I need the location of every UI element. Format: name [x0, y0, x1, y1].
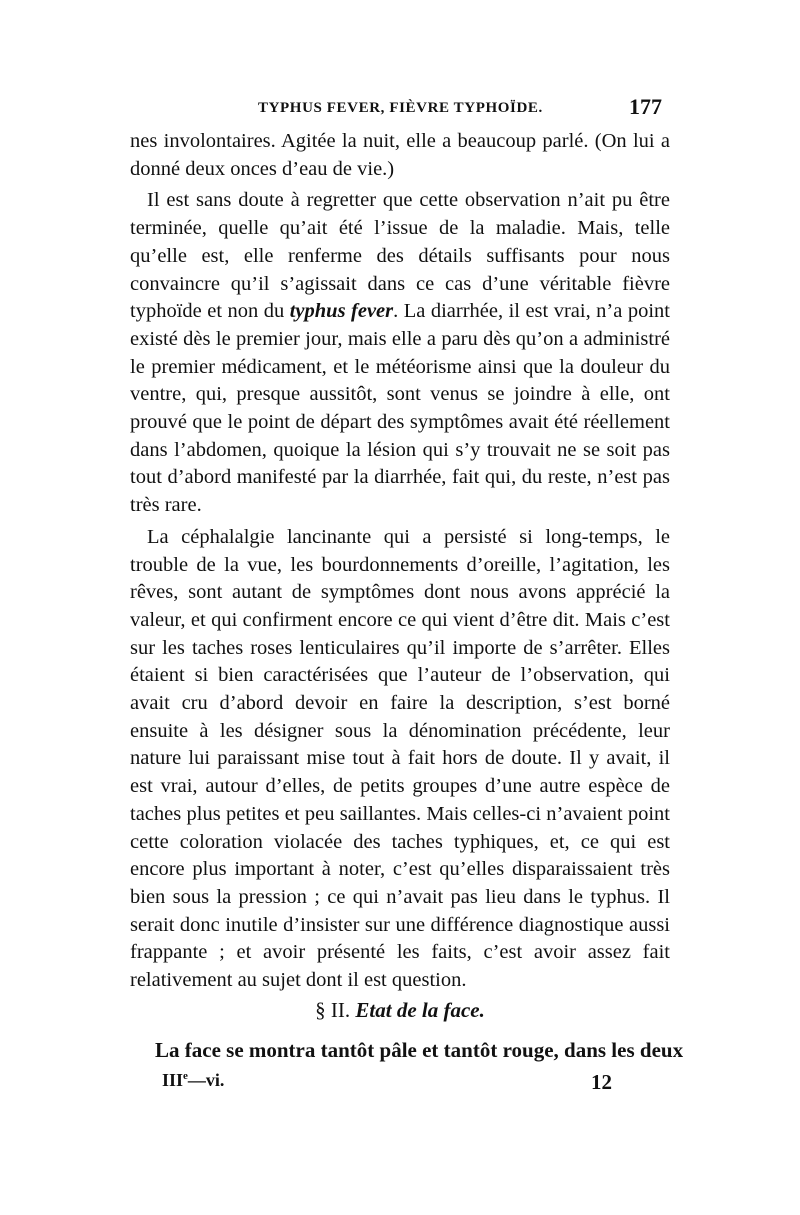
sheet-number: 12	[591, 1070, 612, 1094]
section-title: Etat de la face.	[355, 998, 485, 1022]
paragraph-1: nes involontaires. Agitée la nuit, elle a beaucoup parlé. (On lui a donné deux onces d’eau de vie.)	[130, 130, 670, 180]
running-title: TYPHUS FEVER, FIÈVRE TYPHOÏDE.	[258, 100, 543, 116]
page-number: 177	[629, 94, 662, 119]
page-footer	[162, 1070, 612, 1096]
italic-term: typhus fever	[289, 300, 394, 323]
running-header	[258, 94, 662, 124]
paragraph-3: La céphalalgie lancinante qui a persisté si long-temps, le trouble de la vue, les bourdonnements d’oreille, l’agitation, les rêves, sont autant de symptômes dont nous avons apprécié la valeur, et qui confirment encore ce qui vient d’être dit. Mais c’est sur les taches roses lenticulaires qu’il importe de s’arrêter. Elles étaient si bien caractérisées que l’auteur de l’observation, qui avait cru d’abord devoir en faire la description, s’est borné ensuite à les désigner sous la dénomination précédente, leur nature lui paraissant mise tout à fait hors de doute. Il y avait, il est vrai, autour d’elles, de petits groupes d’une autre espèce de taches plus petites et peu saillantes. Mais celles-ci n’avaient point cette coloration violacée des taches typhiques, et, ce qui est encore plus important à noter, c’est qu’elles disparaissaient très bien sous la pression ; ce qui n’avait pas lieu dans le typhus. Il serait donc inutile d’insister sur une différence diagnostique aussi frappante ; et avoir présenté les faits, c’est avoir assez fait relativement au sujet dont il est question.	[130, 525, 670, 992]
continuation-line: La face se montra tantôt pâle et tantôt rouge, dans les deux	[155, 1038, 684, 1062]
signature-mark: IIIe—vi.	[162, 1070, 225, 1090]
paragraph-2: Il est sans doute à regretter que cette observation n’ait pu être terminée, quelle qu’ait été l’issue de la maladie. Mais, telle qu’elle est, elle renferme des détails suffisants pour nous convaincre qu’il s’agissait dans ce cas d’une véritable fièvre typhoïde et non du typhus fever. La diarrhée, il est vrai, n’a point existé dès le premier jour, mais elle a paru dès qu’on a administré le premier médicament, et le météorisme ainsi que la douleur du ventre, qui, presque aussitôt, sont venus se joindre à elle, ont prouvé que le point de départ des symptômes avait été réellement dans l’abdomen, quoique la lésion qui s’y trouvait ne se soit pas tout d’abord manifesté par la diarrhée, fait qui, du reste, n’est pas très rare.	[130, 189, 670, 517]
body-text	[130, 128, 670, 995]
section-heading	[0, 998, 800, 1023]
section-number: § II.	[315, 998, 351, 1022]
